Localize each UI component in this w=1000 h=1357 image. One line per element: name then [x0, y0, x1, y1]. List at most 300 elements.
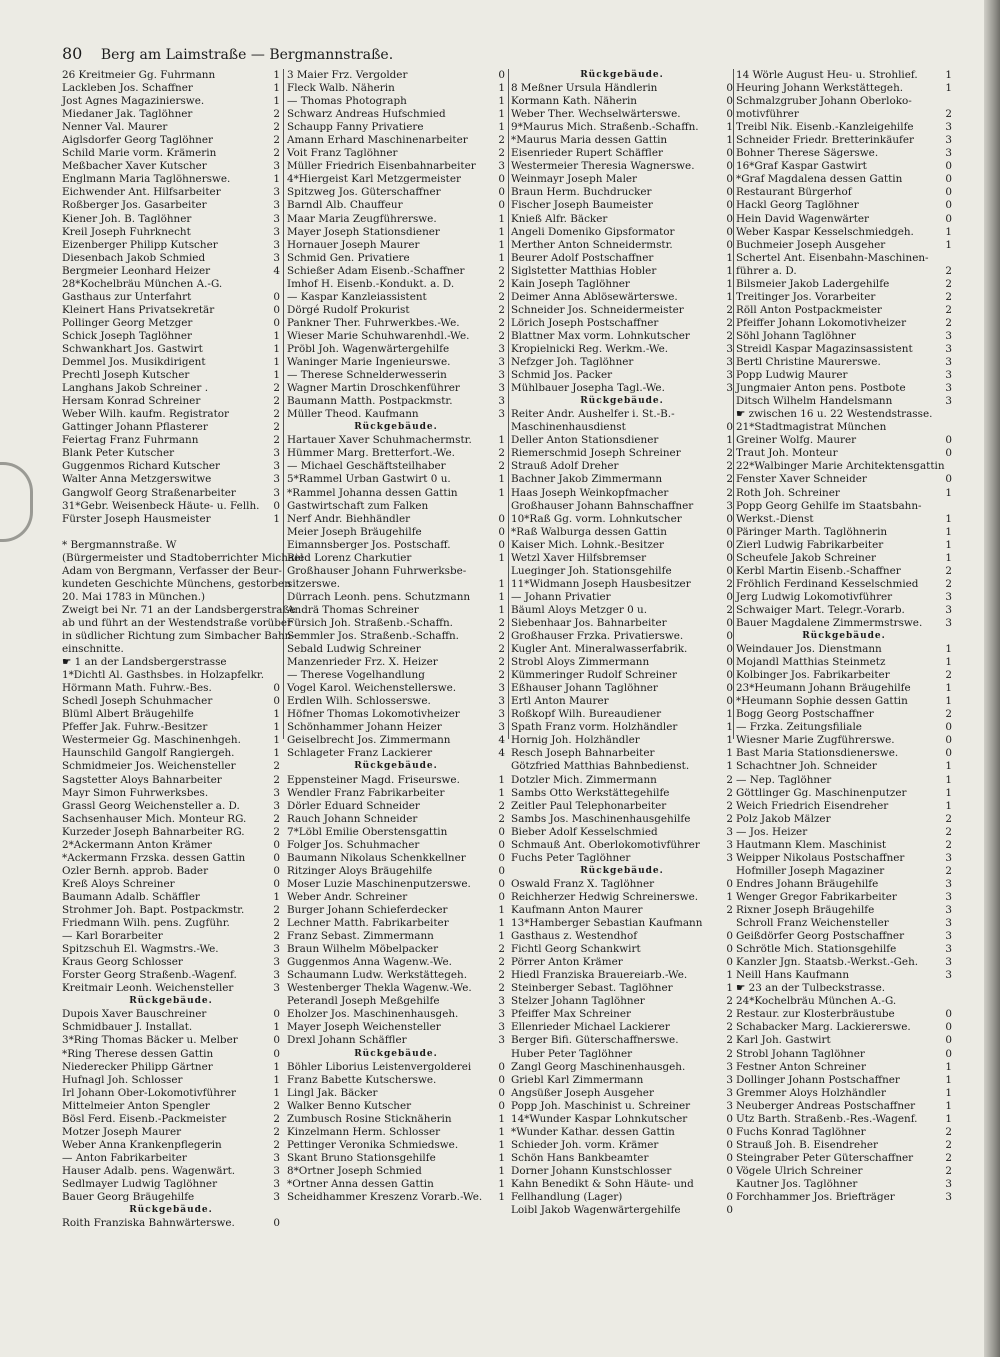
directory-entry — [287, 839, 505, 852]
floor-number: 2 — [945, 290, 952, 303]
entry-text: Moser Luzie Maschinenputzerswe. — [287, 877, 471, 890]
entry-text: Blattner Max vorm. Lohnkutscher — [511, 329, 690, 342]
floor-number: 0 — [726, 525, 733, 538]
floor-number: 1 — [945, 525, 952, 538]
entry-text: Barndl Alb. Chauffeur — [287, 199, 403, 212]
floor-number: 3 — [726, 851, 733, 864]
entry-text: Huber Peter Taglöhner — [511, 1047, 633, 1060]
floor-number: 0 — [945, 747, 952, 760]
floor-number — [938, 982, 952, 995]
entry-text: Eppensteiner Magd. Friseurswe. — [287, 773, 460, 786]
floor-number: 2 — [273, 930, 280, 943]
directory-entry — [287, 186, 505, 199]
floor-number: 2 — [945, 564, 952, 577]
directory-entry — [287, 1165, 505, 1178]
directory-entry — [511, 1152, 733, 1165]
floor-number: 2 — [273, 760, 280, 773]
directory-entry — [287, 330, 505, 343]
floor-number — [938, 408, 952, 421]
directory-entry — [511, 1100, 733, 1113]
directory-entry — [736, 213, 952, 226]
floor-number: 2 — [945, 316, 952, 329]
floor-number: 3 — [498, 160, 505, 173]
floor-number: 2 — [498, 669, 505, 682]
floor-number — [719, 917, 733, 930]
floor-number: 1 — [498, 1112, 505, 1125]
floor-number: 2 — [945, 825, 952, 838]
directory-entry — [511, 917, 733, 930]
entry-text: Roith Franziska Bahnwärterswe. — [62, 1217, 235, 1230]
directory-entry — [287, 239, 505, 252]
directory-entry — [511, 1139, 733, 1152]
directory-entry — [511, 1074, 733, 1087]
floor-number: 1 — [726, 982, 733, 995]
entry-text: *Rammel Johanna dessen Gattin — [287, 486, 458, 499]
floor-number: 2 — [273, 917, 280, 930]
directory-entry — [287, 408, 505, 421]
floor-number: 1 — [273, 329, 280, 342]
directory-entry — [287, 800, 505, 813]
directory-entry — [736, 695, 952, 708]
entry-text: Siebenhaar Jos. Bahnarbeiter — [511, 616, 667, 629]
directory-entry — [62, 513, 280, 526]
entry-text: 14 Wörle August Heu- u. Strohlief. — [736, 69, 918, 81]
directory-entry — [736, 682, 952, 695]
entry-text: Nenner Val. Maurer — [62, 121, 168, 134]
entry-text: Meßbacher Xaver Kutscher — [62, 160, 207, 173]
entry-text: Deller Anton Stationsdiener — [511, 434, 659, 447]
entry-text: Strobl Johann Taglöhner — [736, 1047, 865, 1060]
entry-text: Dotzler Mich. Zimmermann — [511, 773, 657, 786]
directory-entry — [62, 278, 280, 291]
floor-number: 0 — [726, 669, 733, 682]
entry-text: Schachtner Joh. Schneider — [736, 760, 877, 773]
floor-number: 3 — [945, 395, 952, 408]
entry-text: Bieber Adolf Kesselschmied — [511, 825, 658, 838]
directory-entry — [511, 787, 733, 800]
entry-text: Franz Babette Kutscherswe. — [287, 1073, 437, 1086]
floor-number: 3 — [945, 147, 952, 160]
entry-text: Schaupp Fanny Privatiere — [287, 121, 424, 134]
entry-text: — Johann Privatier — [511, 590, 611, 603]
entry-text: Bohner Therese Sägerswe. — [736, 147, 879, 160]
floor-number: 2 — [498, 447, 505, 460]
directory-entry — [511, 760, 733, 773]
directory-entry — [736, 199, 952, 212]
directory-entry — [287, 787, 505, 800]
floor-number: 0 — [498, 864, 505, 877]
entry-text: Hein David Wagenwärter — [736, 212, 870, 225]
floor-number: 3 — [498, 721, 505, 734]
entry-text: Aiglsdorfer Georg Taglöhner — [62, 134, 213, 147]
entry-text: Bachner Jakob Zimmermann — [511, 473, 663, 486]
directory-entry — [736, 1048, 952, 1061]
entry-text: Strohmer Joh. Bapt. Postpackmstr. — [62, 904, 245, 916]
entry-text: Schild Marie vorm. Krämerin — [62, 147, 217, 160]
floor-number: 1 — [498, 486, 505, 499]
directory-entry — [62, 1152, 280, 1165]
directory-entry — [287, 526, 505, 539]
entry-text: Höfner Thomas Lokomotivheizer — [287, 708, 460, 721]
floor-number: 3 — [726, 356, 733, 369]
entry-text: Popp Georg Gehilfe im Staatsbahn- — [736, 499, 922, 512]
directory-entry — [511, 943, 733, 956]
entry-text: Bast Maria Stationsdienerswe. — [736, 747, 899, 760]
floor-number: 1 — [273, 1021, 280, 1034]
floor-number: 3 — [498, 995, 505, 1008]
entry-text: (Bürgermeister und Stadtoberrichter Michael — [62, 551, 304, 564]
entry-text: Kreitmair Leonh. Weichensteller — [62, 982, 234, 995]
entry-text: Peterandl Joseph Meßgehilfe — [287, 995, 440, 1008]
floor-number: 2 — [498, 812, 505, 825]
floor-number: 0 — [726, 956, 733, 969]
entry-text: Popp Joh. Maschinist u. Schreiner — [511, 1099, 691, 1112]
directory-entry — [62, 813, 280, 826]
directory-entry — [62, 434, 280, 447]
entry-text: motivführer — [736, 108, 799, 121]
directory-entry — [62, 616, 293, 630]
directory-entry — [287, 1061, 505, 1074]
floor-number: 2 — [273, 382, 280, 395]
entry-text: Angsüßer Joseph Ausgeher — [511, 1086, 654, 1099]
directory-entry — [62, 1191, 280, 1204]
directory-entry — [511, 995, 733, 1008]
directory-entry — [736, 604, 952, 617]
directory-entry — [736, 356, 952, 369]
floor-number: 2 — [945, 812, 952, 825]
directory-entry — [62, 173, 280, 186]
floor-number: 0 — [726, 173, 733, 186]
directory-entry — [62, 774, 280, 787]
directory-entry — [736, 956, 952, 969]
floor-number: 1 — [273, 890, 280, 903]
entry-text: Schmid Jos. Packer — [511, 369, 613, 382]
directory-entry — [736, 69, 952, 82]
entry-text: Ditsch Wilhelm Handelsmann — [736, 395, 893, 408]
directory-entry — [287, 500, 505, 513]
directory-entry — [511, 604, 733, 617]
entry-text: Grassl Georg Weichensteller a. D. — [62, 799, 240, 812]
floor-number: 0 — [726, 1125, 733, 1138]
directory-entry — [62, 591, 280, 604]
directory-entry — [736, 943, 952, 956]
floor-number: 0 — [498, 877, 505, 890]
floor-number: 2 — [945, 708, 952, 721]
floor-number: 0 — [726, 1138, 733, 1151]
entry-text: Schertel Ant. Eisenbahn-Maschinen- — [736, 251, 929, 264]
directory-entry — [736, 473, 952, 486]
directory-entry — [287, 578, 505, 591]
entry-text: Baumann Adalb. Schäffler — [62, 890, 200, 903]
entry-text: Miedaner Jak. Taglöhner — [62, 108, 193, 121]
entry-text: Ozler Bernh. approb. Bader — [62, 864, 209, 877]
directory-entry — [736, 643, 952, 656]
entry-text: Roßkopf Wilh. Bureaudiener — [511, 708, 662, 721]
entry-text: Schmidmeier Jos. Weichensteller — [62, 760, 236, 773]
floor-number: 1 — [945, 773, 952, 786]
floor-number: 0 — [726, 1204, 733, 1217]
floor-number: 0 — [726, 199, 733, 212]
entry-text: Hautmann Klem. Maschinist — [736, 838, 887, 851]
directory-entry — [736, 565, 952, 578]
floor-number: 1 — [273, 1086, 280, 1099]
entry-text: Großhauser Johann Bahnschaffner — [511, 499, 694, 512]
entry-text: Zeitler Paul Telephonarbeiter — [511, 799, 667, 812]
directory-entry — [736, 108, 952, 121]
column-divider — [733, 69, 734, 739]
floor-number: 0 — [726, 512, 733, 525]
entry-text: Schrötle Mich. Stationsgehilfe — [736, 943, 897, 956]
entry-text: Schießer Adam Eisenb.-Schaffner — [287, 264, 465, 277]
entry-text: Demmel Jos. Musikdirigent — [62, 356, 206, 369]
directory-entry — [511, 669, 733, 682]
floor-number: 3 — [273, 1151, 280, 1164]
directory-entry — [287, 878, 505, 891]
entry-text: Weber Ther. Wechselwärterswe. — [511, 108, 681, 121]
directory-entry — [62, 734, 280, 747]
directory-entry — [62, 291, 280, 304]
entry-text: Großhauser Johann Fuhrwerksbe- — [287, 564, 467, 577]
entry-text: Drexl Johann Schäffler — [287, 1034, 407, 1047]
directory-entry — [736, 904, 952, 917]
directory-entry — [62, 1021, 280, 1034]
directory-entry — [511, 643, 733, 656]
directory-entry — [736, 186, 952, 199]
entry-text: Kaiser Mich. Lohnk.-Besitzer — [511, 538, 664, 551]
entry-text: 28*Kochelbräu München A.-G. — [62, 277, 223, 290]
page-tab — [0, 462, 33, 542]
entry-text: Eizenberger Philipp Kutscher — [62, 238, 218, 251]
floor-number: 1 — [498, 434, 505, 447]
entry-text: — Nep. Taglöhner — [736, 773, 832, 786]
directory-entry — [736, 969, 952, 982]
directory-entry — [287, 434, 505, 447]
directory-entry — [287, 1152, 505, 1165]
floor-number: 2 — [498, 277, 505, 290]
entry-text: Bäuml Aloys Metzger 0 u. — [511, 603, 648, 616]
directory-entry — [287, 513, 505, 526]
floor-number: 4 — [498, 734, 505, 747]
section-heading-text: Rückgebäude. — [354, 1048, 438, 1059]
entry-text: Gasthaus zur Unterfahrt — [62, 290, 192, 303]
entry-text: Werkst.-Dienst — [736, 512, 814, 525]
floor-number: 2 — [726, 460, 733, 473]
directory-entry — [62, 747, 280, 760]
entry-text: Kreil Joseph Fuhrknecht — [62, 225, 191, 238]
entry-text: Kanzler Jgn. Staatsb.-Werkst.-Geh. — [736, 956, 919, 969]
entry-text: Lechner Matth. Fabrikarbeiter — [287, 917, 449, 930]
entry-text: — Therese Vogelhandlung — [287, 669, 425, 682]
directory-entry — [287, 82, 505, 95]
directory-entry — [62, 239, 280, 252]
directory-entry — [287, 460, 505, 473]
floor-number: 2 — [726, 577, 733, 590]
directory-entry — [511, 839, 733, 852]
directory-entry — [287, 1021, 505, 1034]
directory-entry — [287, 1074, 505, 1087]
floor-number: 3 — [498, 356, 505, 369]
directory-entry — [287, 1139, 505, 1152]
directory-entry — [736, 317, 952, 330]
floor-number: 2 — [945, 864, 952, 877]
floor-number: 3 — [945, 917, 952, 930]
floor-number — [266, 656, 280, 669]
directory-entry — [287, 1113, 505, 1126]
entry-text: Weber Andr. Schreiner — [287, 890, 408, 903]
directory-entry — [287, 565, 505, 578]
directory-entry — [511, 291, 733, 304]
floor-number: 2 — [726, 773, 733, 786]
entry-text: *Graf Magdalena dessen Gattin — [736, 173, 903, 186]
entry-text: *Ortner Anna dessen Gattin — [287, 1177, 434, 1190]
entry-text: Kümmeringer Rudolf Schreiner — [511, 669, 677, 682]
directory-entry — [511, 1165, 733, 1178]
directory-entry — [62, 317, 280, 330]
entry-text: Fuchs Konrad Taglöhner — [736, 1125, 866, 1138]
directory-entry — [62, 878, 280, 891]
entry-text: Neuberger Andreas Postschaffner — [736, 1099, 916, 1112]
floor-number: 2 — [498, 943, 505, 956]
entry-text: Roßberger Jos. Gasarbeiter — [62, 199, 207, 212]
entry-text: Fröhlich Ferdinand Kesselschmied — [736, 577, 919, 590]
floor-number: 1 — [498, 238, 505, 251]
floor-number: 0 — [498, 1086, 505, 1099]
directory-entry — [511, 852, 733, 865]
entry-text: Zierl Ludwig Fabrikarbeiter — [736, 538, 884, 551]
floor-number: 0 — [726, 225, 733, 238]
directory-entry — [511, 930, 733, 943]
directory-entry — [287, 226, 505, 239]
floor-number: 1 — [498, 82, 505, 95]
entry-text: Fenster Xaver Schneider — [736, 473, 867, 486]
entry-text: 26 Kreitmeier Gg. Fuhrmann — [62, 69, 216, 81]
directory-entry — [287, 930, 505, 943]
floor-number: 0 — [726, 212, 733, 225]
entry-text: Wenger Gregor Fabrikarbeiter — [736, 890, 897, 903]
entry-text: Stelzer Johann Taglöhner — [511, 995, 645, 1008]
entry-text: Forchhammer Jos. Briefträger — [736, 1191, 895, 1204]
entry-text: Schön Hans Bankbeamter — [511, 1151, 649, 1164]
floor-number: 2 — [498, 616, 505, 629]
directory-entry — [287, 304, 505, 317]
entry-text: Fellhandlung (Lager) — [511, 1191, 623, 1204]
floor-number: 1 — [273, 512, 280, 525]
entry-text: Resch Joseph Bahnarbeiter — [511, 747, 655, 760]
floor-number: 3 — [498, 1008, 505, 1021]
section-heading-text: Rückgebäude. — [354, 761, 438, 772]
directory-entry — [287, 852, 505, 865]
section-heading-text: Rückgebäude. — [129, 1205, 213, 1216]
directory-entry — [62, 630, 295, 643]
entry-text: Berger Bifi. Güterschaffnerswe. — [511, 1034, 679, 1047]
directory-entry — [62, 1087, 280, 1100]
directory-entry — [511, 500, 733, 513]
directory-entry — [511, 956, 733, 969]
entry-text: Englmann Maria Taglöhnerswe. — [62, 173, 231, 186]
floor-number: 3 — [945, 603, 952, 616]
directory-entry — [287, 213, 505, 226]
entry-text: 31*Gebr. Weisenbeck Häute- u. Fellh. — [62, 499, 260, 512]
entry-text: Hörmann Math. Fuhrw.-Bes. — [62, 682, 212, 695]
entry-text: Müller Friedrich Eisenbahnarbeiter — [287, 160, 476, 173]
floor-number: 1 — [945, 538, 952, 551]
floor-number: 0 — [945, 434, 952, 447]
floor-number: 1 — [945, 1112, 952, 1125]
floor-number: 1 — [498, 577, 505, 590]
directory-entry — [287, 734, 505, 747]
entry-text: Fischer Joseph Baumeister — [511, 199, 653, 212]
floor-number: 0 — [726, 551, 733, 564]
directory-entry — [287, 774, 505, 787]
floor-number: 3 — [273, 460, 280, 473]
directory-entry — [736, 1139, 952, 1152]
floor-number: 2 — [726, 316, 733, 329]
directory-entry — [736, 982, 952, 995]
entry-text: Göttlinger Gg. Maschinenputzer — [736, 786, 907, 799]
entry-text: Schönhammer Johann Heizer — [287, 721, 442, 734]
directory-entry — [287, 395, 505, 408]
entry-text: Eßhauser Johann Taglöhner — [511, 682, 658, 695]
directory-entry — [62, 539, 280, 552]
floor-number: 3 — [726, 1073, 733, 1086]
entry-text: Roth Joh. Schreiner — [736, 486, 840, 499]
entry-text: Gasthaus z. Westendhof — [511, 930, 638, 943]
floor-number: 0 — [945, 1047, 952, 1060]
floor-number: 2 — [273, 134, 280, 147]
directory-entry — [736, 147, 952, 160]
floor-number: 1 — [498, 917, 505, 930]
floor-number: 0 — [726, 1191, 733, 1204]
floor-number: 2 — [498, 134, 505, 147]
directory-entry — [736, 839, 952, 852]
entry-text: Guggenmos Richard Kutscher — [62, 460, 221, 473]
entry-text: Reiter Andr. Aushelfer i. St.-B.- — [511, 408, 675, 421]
floor-number: 2 — [273, 773, 280, 786]
entry-text: Sambs Jos. Maschinenhausgehilfe — [511, 812, 691, 825]
directory-entry — [511, 1034, 733, 1047]
entry-text: Bertl Christine Maurerswe. — [736, 356, 881, 369]
entry-text: Schmid Gen. Privatiere — [287, 251, 410, 264]
directory-entry — [511, 343, 733, 356]
floor-number: 3 — [945, 1177, 952, 1190]
floor-number: 3 — [945, 877, 952, 890]
page-header — [62, 44, 393, 63]
floor-number: 0 — [498, 1099, 505, 1112]
directory-entry — [511, 630, 733, 643]
entry-text: Endres Johann Bräugehilfe — [736, 877, 879, 890]
entry-text: — Karl Borarbeiter — [62, 930, 163, 943]
directory-entry — [511, 1204, 733, 1217]
floor-number — [266, 278, 280, 291]
floor-number: 3 — [945, 1191, 952, 1204]
directory-entry — [511, 513, 733, 526]
entry-text: Guggenmos Anna Wagenw.-We. — [287, 956, 452, 969]
floor-number: 2 — [498, 969, 505, 982]
entry-text: sitzerswe. — [287, 577, 341, 590]
directory-entry — [511, 473, 733, 486]
floor-number: 2 — [273, 121, 280, 134]
floor-number: 1 — [273, 747, 280, 760]
floor-number: 2 — [726, 1047, 733, 1060]
directory-entry — [511, 1126, 733, 1139]
entry-text: Pröbl Joh. Wagenwärtergehilfe — [287, 342, 450, 355]
directory-entry — [62, 330, 280, 343]
directory-entry — [511, 421, 733, 434]
directory-entry — [287, 995, 505, 1008]
entry-text: Polz Jakob Mälzer — [736, 812, 831, 825]
entry-text: Sebald Ludwig Schreiner — [287, 643, 421, 656]
entry-text: ☛ zwischen 16 u. 22 Westendstrasse. — [736, 408, 933, 421]
